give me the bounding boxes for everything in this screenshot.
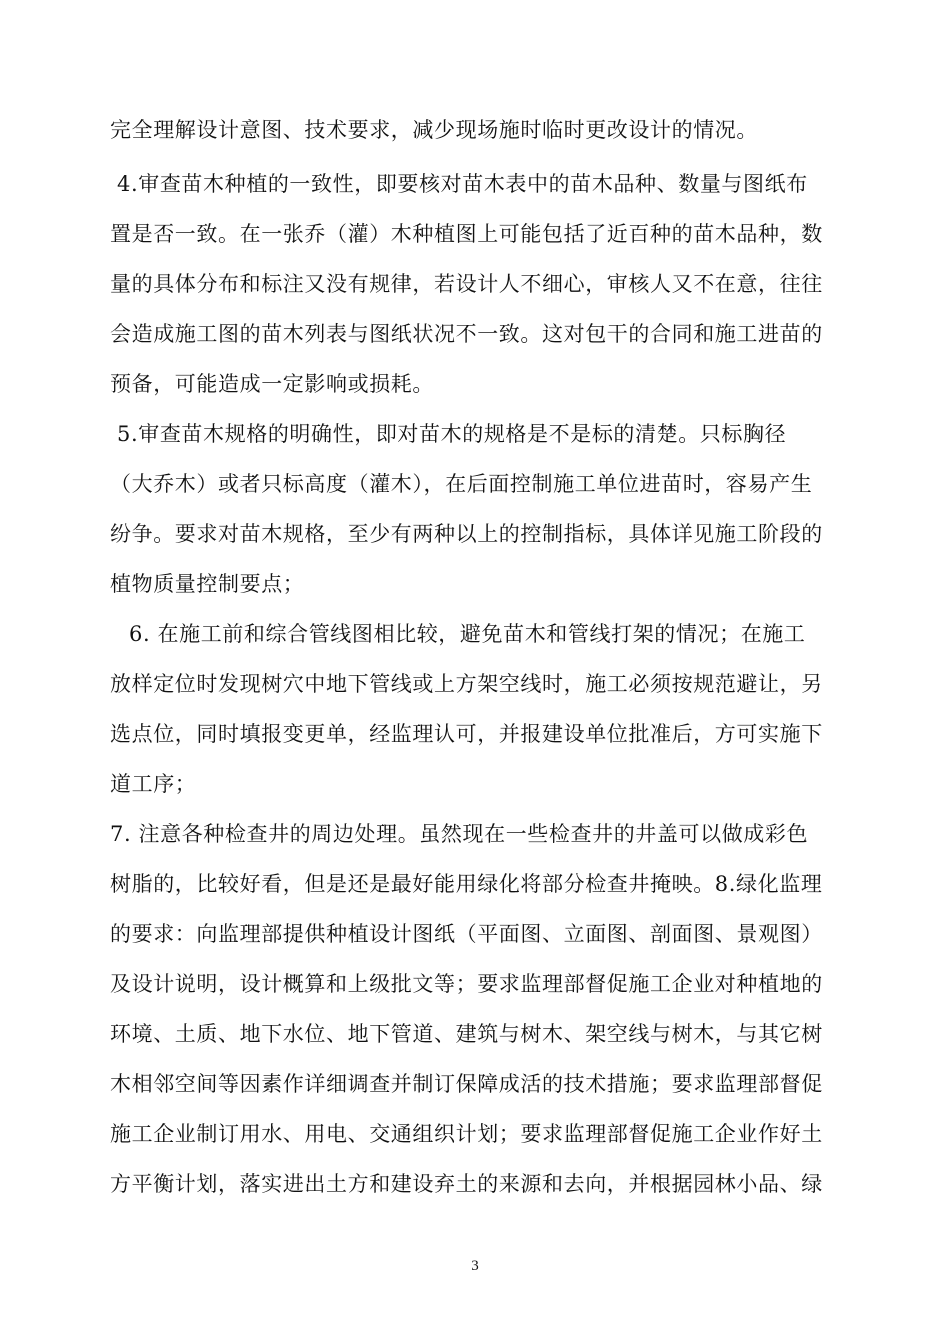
text-line: 预备，可能造成一定影响或损耗。 <box>110 372 434 396</box>
text-line: 纷争。要求对苗木规格，至少有两种以上的控制指标，具体详见施工阶段的 <box>110 522 823 546</box>
text-line: 选点位，同时填报变更单，经监理认可，并报建设单位批准后，方可实施下 <box>110 722 823 746</box>
page-number: 3 <box>471 1258 479 1274</box>
text-line: 4.审查苗木种植的一致性，即要核对苗木表中的苗木品种、数量与图纸布 <box>117 172 808 196</box>
text-line: 道工序； <box>110 772 197 796</box>
text-line: 完全理解设计意图、技术要求，减少现场施时临时更改设计的情况。 <box>110 118 758 142</box>
text-line: 会造成施工图的苗木列表与图纸状况不一致。这对包干的合同和施工进苗的 <box>110 322 823 346</box>
text-line: 木相邻空间等因素作详细调查并制订保障成活的技术措施；要求监理部督促 <box>110 1072 823 1096</box>
text-line: 7. 注意各种检查井的周边处理。虽然现在一些检查井的井盖可以做成彩色 <box>110 822 809 846</box>
text-line: 方平衡计划，落实进出土方和建设弃土的来源和去向，并根据园林小品、绿 <box>110 1172 823 1196</box>
text-line: 6. 在施工前和综合管线图相比较，避免苗木和管线打架的情况；在施工 <box>129 622 806 646</box>
text-line: 的要求：向监理部提供种植设计图纸（平面图、立面图、剖面图、景观图） <box>110 922 823 946</box>
text-line: 及设计说明，设计概算和上级批文等；要求监理部督促施工企业对种植地的 <box>110 972 823 996</box>
text-line: 树脂的，比较好看，但是还是最好能用绿化将部分检查井掩映。8.绿化监理 <box>110 872 823 896</box>
text-line: （大乔木）或者只标高度（灌木），在后面控制施工单位进苗时，容易产生 <box>110 472 813 496</box>
text-line: 放样定位时发现树穴中地下管线或上方架空线时，施工必须按规范避让，另 <box>110 672 823 696</box>
text-line: 环境、土质、地下水位、地下管道、建筑与树木、架空线与树木，与其它树 <box>110 1022 823 1046</box>
text-line: 量的具体分布和标注又没有规律，若设计人不细心，审核人又不在意，往往 <box>110 272 823 296</box>
text-line: 置是否一致。在一张乔（灌）木种植图上可能包括了近百种的苗木品种，数 <box>110 222 823 246</box>
text-line: 植物质量控制要点； <box>110 572 305 596</box>
text-line: 施工企业制订用水、用电、交通组织计划；要求监理部督促施工企业作好土 <box>110 1122 823 1146</box>
text-line: 5.审查苗木规格的明确性，即对苗木的规格是不是标的清楚。只标胸径 <box>117 422 787 446</box>
